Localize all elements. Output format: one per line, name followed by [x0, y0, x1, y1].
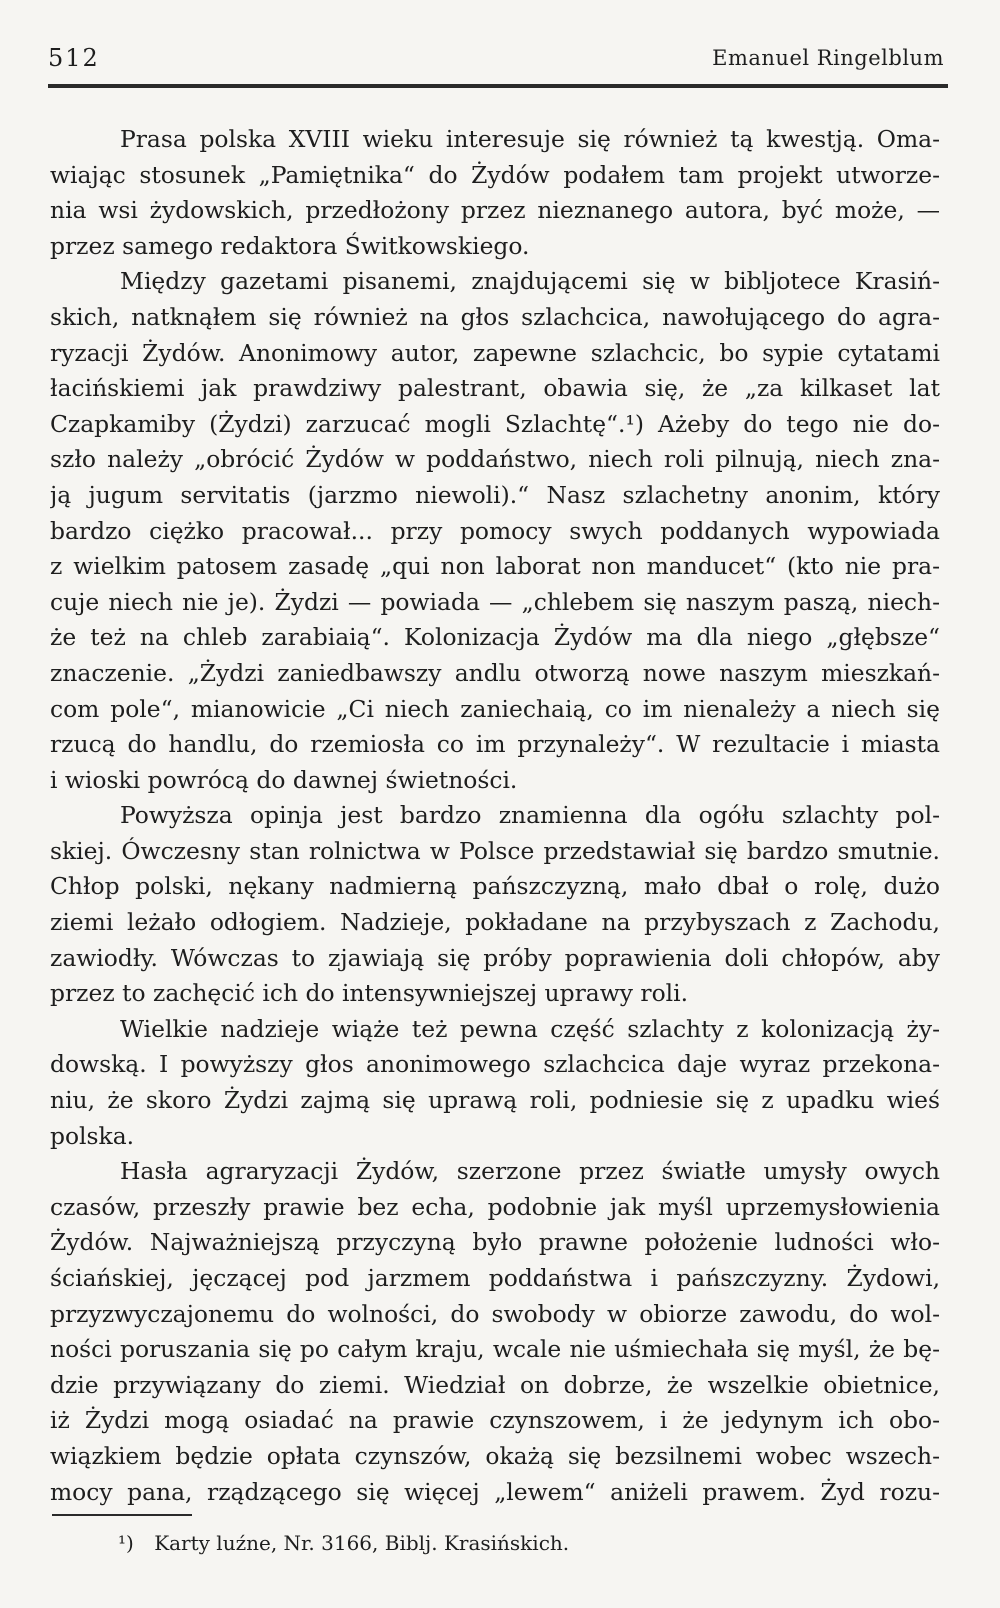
text-line: przyzwyczajonemu do wolności, do swobody w obiorze zawodu, do wol-	[50, 1299, 940, 1328]
text-line: ziemi leżało odłogiem. Nadzieje, pokładane na przybyszach z Zachodu,	[50, 908, 940, 937]
text-line: przez to zachęcić ich do intensywniejszej uprawy roli.	[50, 979, 689, 1008]
text-line: ryzacji Żydów. Anonimowy autor, zapewne szlachcic, bo sypie cytatami	[50, 338, 940, 367]
page-number: 512	[48, 44, 100, 72]
text-line: Wielkie nadzieje wiąże też pewna część szlachty z kolonizacją ży-	[120, 1014, 940, 1043]
text-line: polska.	[50, 1121, 135, 1150]
footnote-rule	[52, 1514, 192, 1516]
text-line: dowską. I powyższy głos anonimowego szlachcica daje wyraz przekona-	[50, 1050, 940, 1079]
text-line: Chłop polski, nękany nadmierną pańszczyzną, mało dbał o rolę, dużo	[50, 872, 940, 901]
body-text	[50, 122, 940, 1510]
text-line: Żydów. Najważniejszą przyczyną było prawne położenie ludności wło-	[50, 1228, 940, 1257]
text-line: com pole“, mianowicie „Ci niech zaniechaią, co im nienależy a niech się	[50, 694, 940, 723]
text-line: Prasa polska XVIII wieku interesuje się również tą kwestją. Oma-	[120, 125, 940, 153]
text-line: czasów, przeszły prawie bez echa, podobnie jak myśl uprzemysłowienia	[50, 1192, 940, 1221]
footnote-text: Karty luźne, Nr. 3166, Biblj. Krasińskich.	[154, 1531, 570, 1555]
footnote	[118, 1531, 569, 1555]
text-line: mocy pana, rządzącego się więcej „lewem“ aniżeli prawem. Żyd rozu-	[50, 1477, 940, 1506]
text-line: nia wsi żydowskich, przedłożony przez nieznanego autora, być może, —	[50, 196, 940, 225]
text-line: skich, natknąłem się również na głos szlachcica, nawołującego do agra-	[50, 302, 940, 331]
text-line: Powyższa opinja jest bardzo znamienna dla ogółu szlachty pol-	[120, 801, 940, 830]
text-line: niu, że skoro Żydzi zajmą się uprawą roli, podniesie się z upadku wieś	[50, 1086, 940, 1115]
text-line: że też na chleb zarabiaią“. Kolonizacja Żydów ma dla niego „głębsze“	[50, 623, 940, 652]
text-line: przez samego redaktora Świtkowskiego.	[50, 231, 530, 260]
text-line: znaczenie. „Żydzi zaniedbawszy andlu otworzą nowe naszym mieszkań-	[50, 658, 940, 687]
text-line: Hasła agraryzacji Żydów, szerzone przez światłe umysły owych	[120, 1157, 940, 1186]
footnote-marker: ¹)	[118, 1531, 134, 1555]
text-line: cuje niech nie je). Żydzi — powiada — „chlebem się naszym paszą, niech-	[50, 587, 940, 616]
text-line: iż Żydzi mogą osiadać na prawie czynszowem, i że jedynym ich obo-	[50, 1406, 940, 1435]
text-line: łacińskiemi jak prawdziwy palestrant, obawia się, że „za kilkaset lat	[50, 374, 940, 403]
text-line: skiej. Ówczesny stan rolnictwa w Polsce przedstawiał się bardzo smutnie.	[50, 836, 940, 865]
text-line: bardzo ciężko pracował... przy pomocy swych poddanych wypowiada	[50, 516, 940, 545]
text-line: Między gazetami pisanemi, znajdującemi się w bibljotece Krasiń-	[120, 267, 940, 296]
text-line: i wioski powrócą do dawnej świetności.	[50, 765, 518, 794]
text-line: wiązkiem będzie opłata czynszów, okażą się bezsilnemi wobec wszech-	[50, 1441, 940, 1470]
running-head-author: Emanuel Ringelblum	[712, 46, 944, 70]
text-line: Czapkamiby (Żydzi) zarzucać mogli Szlachtę“.¹) Ażeby do tego nie do-	[50, 409, 940, 438]
text-line: wiając stosunek „Pamiętnika“ do Żydów podałem tam projekt utworze-	[50, 160, 940, 189]
text-line: ją jugum servitatis (jarzmo niewoli).“ Nasz szlachetny anonim, który	[50, 480, 940, 509]
text-line: ności poruszania się po całym kraju, wcale nie uśmiechała się myśl, że bę-	[50, 1335, 940, 1364]
text-line: szło należy „obrócić Żydów w poddaństwo, niech roli pilnują, niech zna-	[50, 445, 940, 474]
text-line: z wielkim patosem zasadę „qui non laborat non manducet“ (kto nie pra-	[50, 552, 940, 581]
text-line: rzucą do handlu, do rzemiosła co im przynależy“. W rezultacie i miasta	[50, 730, 940, 759]
running-head	[48, 44, 944, 76]
header-rule	[48, 84, 948, 88]
text-line: ściańskiej, jęczącej pod jarzmem poddaństwa i pańszczyzny. Żydowi,	[50, 1264, 940, 1292]
text-line: dzie przywiązany do ziemi. Wiedział on dobrze, że wszelkie obietnice,	[50, 1370, 940, 1399]
text-line: zawiodły. Wówczas to zjawiają się próby poprawienia doli chłopów, aby	[50, 943, 940, 972]
